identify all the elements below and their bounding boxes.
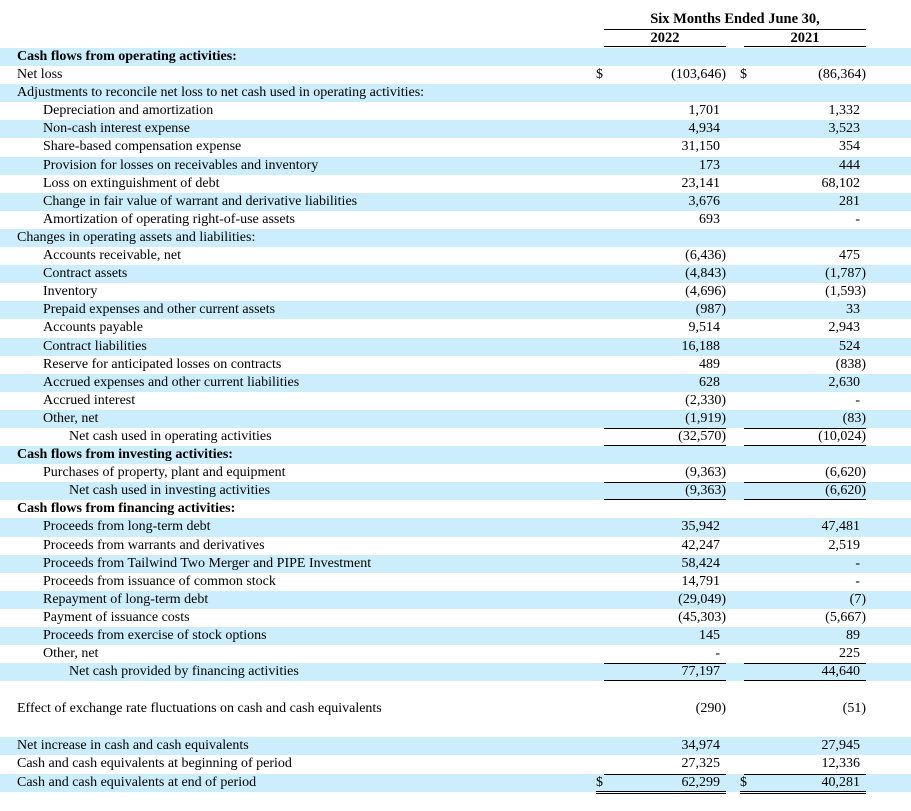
table-row xyxy=(0,573,911,591)
row-label: Repayment of long-term debt xyxy=(43,591,209,607)
row-label: Change in fair value of warrant and derivative liabilities xyxy=(43,193,358,209)
value-2022 xyxy=(604,157,726,175)
table-row xyxy=(0,737,911,755)
row-label: Cash and cash equivalents at end of period xyxy=(17,774,257,790)
cell-value: - xyxy=(855,555,860,571)
total-rule xyxy=(604,663,726,664)
table-row xyxy=(0,356,911,374)
cell-value: (86,364) xyxy=(818,67,866,83)
value-2022 xyxy=(604,338,726,356)
total-rule xyxy=(604,428,726,429)
table-row xyxy=(0,374,911,392)
cell-value: (290) xyxy=(695,701,726,717)
table-row xyxy=(0,84,911,102)
value-2022 xyxy=(604,120,726,138)
cell-value: (32,570) xyxy=(678,428,726,444)
table-row xyxy=(0,609,911,627)
value-2022 xyxy=(604,102,726,120)
cell-value: 31,150 xyxy=(681,139,720,155)
value-2022 xyxy=(604,555,726,573)
row-label: Contract liabilities xyxy=(43,338,147,354)
value-2022 xyxy=(604,66,726,84)
cell-value: 354 xyxy=(839,139,860,155)
spacer-row xyxy=(0,681,911,700)
cell-value: (5,667) xyxy=(825,609,866,625)
value-2021 xyxy=(744,410,866,428)
cell-value: - xyxy=(855,211,860,227)
value-2021 xyxy=(744,319,866,337)
cell-value: (9,363) xyxy=(685,465,726,481)
statement-header xyxy=(0,0,911,48)
cell-value: 281 xyxy=(839,193,860,209)
table-row xyxy=(0,392,911,410)
row-label: Accrued expenses and other current liabilities xyxy=(43,374,300,390)
value-2021 xyxy=(744,627,866,645)
table-row xyxy=(0,138,911,156)
year-2022-heading: 2022 xyxy=(604,31,726,47)
value-2021 xyxy=(744,645,866,663)
value-2022 xyxy=(604,573,726,591)
row-label: Share-based compensation expense xyxy=(43,139,242,155)
cell-value: (29,049) xyxy=(678,591,726,607)
total-rule xyxy=(744,663,866,664)
value-2022 xyxy=(604,663,726,681)
row-label: Net increase in cash and cash equivalents xyxy=(17,738,249,754)
cell-value: 145 xyxy=(699,628,720,643)
table-row xyxy=(0,446,911,464)
cash-flow-table xyxy=(0,48,911,792)
cell-value: (987) xyxy=(695,302,726,318)
value-2021 xyxy=(744,102,866,120)
table-row xyxy=(0,175,911,193)
row-label: Net cash used in operating activities xyxy=(69,428,272,444)
value-2021 xyxy=(744,428,866,446)
value-2022 xyxy=(604,265,726,283)
row-label: Proceeds from Tailwind Two Merger and PIPE Investment xyxy=(43,555,372,571)
value-2021 xyxy=(744,591,866,609)
value-2022 xyxy=(604,175,726,193)
cell-value: 2,943 xyxy=(828,320,860,336)
row-label: Payment of issuance costs xyxy=(43,609,190,625)
cell-value: 524 xyxy=(839,338,860,354)
table-row xyxy=(0,518,911,536)
row-label: Other, net xyxy=(43,410,99,426)
cell-value: 2,630 xyxy=(828,374,860,390)
cell-value: 9,514 xyxy=(688,320,720,336)
cell-value: 173 xyxy=(699,157,720,173)
total-rule xyxy=(744,482,866,483)
cell-value: (4,696) xyxy=(685,284,726,300)
value-2021 xyxy=(744,392,866,410)
row-label: Purchases of property, plant and equipment xyxy=(43,465,286,481)
cell-value: 693 xyxy=(699,211,720,227)
value-2021 xyxy=(744,338,866,356)
row-label: Changes in operating assets and liabilities: xyxy=(17,229,256,245)
row-label: Cash flows from operating activities: xyxy=(17,49,237,64)
row-label: Provision for losses on receivables and inventory xyxy=(43,157,319,173)
value-2021 xyxy=(744,482,866,500)
table-row xyxy=(0,301,911,319)
cell-value: (1,787) xyxy=(825,266,866,282)
cell-value: 2,519 xyxy=(828,537,860,553)
cell-value: (83) xyxy=(842,410,866,426)
value-2022 xyxy=(604,392,726,410)
cell-value: (9,363) xyxy=(685,483,726,499)
value-2022 xyxy=(604,464,726,482)
value-2021 xyxy=(744,464,866,482)
value-2021 xyxy=(744,555,866,573)
row-label: Net cash used in investing activities xyxy=(69,483,271,499)
cell-value: 444 xyxy=(839,157,860,173)
cell-value: (7) xyxy=(849,591,866,607)
row-label: Cash and cash equivalents at beginning of period xyxy=(17,756,292,772)
value-2021 xyxy=(744,265,866,283)
currency-symbol-2021: $ xyxy=(740,774,747,790)
row-label: Prepaid expenses and other current assets xyxy=(43,302,276,318)
value-2022 xyxy=(604,609,726,627)
table-row xyxy=(0,555,911,573)
table-row xyxy=(0,102,911,120)
table-row xyxy=(0,663,911,681)
value-2022 xyxy=(604,518,726,536)
row-label: Reserve for anticipated losses on contracts xyxy=(43,356,282,372)
value-2021 xyxy=(744,120,866,138)
row-label: Inventory xyxy=(43,284,98,300)
table-row xyxy=(0,48,911,66)
row-label: Cash flows from investing activities: xyxy=(17,447,233,463)
cell-value: 42,247 xyxy=(681,537,720,553)
double-underline xyxy=(740,791,866,794)
total-rule xyxy=(744,774,866,775)
value-2021 xyxy=(744,247,866,265)
table-row xyxy=(0,500,911,518)
row-label: Accrued interest xyxy=(43,392,136,408)
value-2022 xyxy=(604,755,726,773)
cell-value: 34,974 xyxy=(681,738,720,754)
currency-symbol-2022: $ xyxy=(596,67,603,83)
row-label: Proceeds from warrants and derivatives xyxy=(43,537,265,553)
row-label: Cash flows from financing activities: xyxy=(17,501,236,517)
value-2021 xyxy=(744,283,866,301)
cell-value: 3,523 xyxy=(828,121,860,137)
cell-value: 68,102 xyxy=(821,175,860,191)
row-label: Amortization of operating right-of-use assets xyxy=(43,211,295,227)
table-row xyxy=(0,464,911,482)
cell-value: - xyxy=(855,392,860,408)
value-2021 xyxy=(744,356,866,374)
currency-symbol-2022: $ xyxy=(596,774,603,790)
value-2022 xyxy=(604,591,726,609)
cell-value: 40,281 xyxy=(821,774,860,790)
cell-value: 35,942 xyxy=(681,519,720,535)
value-2022 xyxy=(604,247,726,265)
value-2021 xyxy=(744,518,866,536)
cell-value: 14,791 xyxy=(681,573,720,589)
row-label: Effect of exchange rate fluctuations on cash and cash equivalents xyxy=(17,701,382,717)
row-label: Proceeds from issuance of common stock xyxy=(43,573,276,589)
table-row xyxy=(0,700,911,718)
value-2022 xyxy=(604,319,726,337)
table-row xyxy=(0,537,911,555)
row-label: Net loss xyxy=(17,67,63,83)
value-2021 xyxy=(744,609,866,627)
year-2021-heading: 2021 xyxy=(744,31,866,47)
cell-value: 23,141 xyxy=(681,175,720,191)
row-label: Other, net xyxy=(43,646,99,662)
cell-value: (838) xyxy=(835,356,866,372)
table-row xyxy=(0,283,911,301)
cell-value: (2,330) xyxy=(685,392,726,408)
currency-symbol-2021: $ xyxy=(740,67,747,83)
table-row xyxy=(0,627,911,645)
table-row xyxy=(0,66,911,84)
value-2021 xyxy=(744,193,866,211)
table-row xyxy=(0,645,911,663)
value-2021 xyxy=(744,700,866,718)
value-2022 xyxy=(604,428,726,446)
value-2021 xyxy=(744,138,866,156)
cell-value: (103,646) xyxy=(671,67,726,83)
value-2021 xyxy=(744,66,866,84)
value-2021 xyxy=(744,573,866,591)
table-row xyxy=(0,229,911,247)
cell-value: 4,934 xyxy=(688,121,720,137)
cell-value: - xyxy=(855,573,860,589)
row-label: Depreciation and amortization xyxy=(43,103,214,119)
value-2022 xyxy=(604,410,726,428)
value-2021 xyxy=(744,374,866,392)
value-2022 xyxy=(604,356,726,374)
row-label: Accounts payable xyxy=(43,320,143,336)
double-underline xyxy=(596,791,726,794)
spacer-row xyxy=(0,718,911,737)
table-row xyxy=(0,193,911,211)
table-row xyxy=(0,410,911,428)
value-2021 xyxy=(744,175,866,193)
table-row xyxy=(0,591,911,609)
total-rule xyxy=(604,774,726,775)
cell-value: (6,436) xyxy=(685,248,726,264)
table-row xyxy=(0,157,911,175)
table-row xyxy=(0,482,911,500)
cell-value: 27,945 xyxy=(821,738,860,754)
cell-value: 77,197 xyxy=(681,664,720,680)
value-2022 xyxy=(604,700,726,718)
value-2021 xyxy=(744,537,866,555)
value-2021 xyxy=(744,755,866,773)
table-row xyxy=(0,774,911,792)
row-label: Loss on extinguishment of debt xyxy=(43,175,220,191)
value-2021 xyxy=(744,301,866,319)
cell-value: - xyxy=(715,646,720,662)
table-row xyxy=(0,428,911,446)
row-label: Non-cash interest expense xyxy=(43,121,190,137)
table-row xyxy=(0,247,911,265)
value-2022 xyxy=(604,645,726,663)
cell-value: (10,024) xyxy=(818,428,866,444)
value-2021 xyxy=(744,737,866,755)
table-row xyxy=(0,120,911,138)
value-2021 xyxy=(744,663,866,681)
table-row xyxy=(0,755,911,773)
cell-value: 16,188 xyxy=(681,338,720,354)
cell-value: 89 xyxy=(846,628,860,643)
cell-value: 475 xyxy=(839,248,860,264)
cell-value: 12,336 xyxy=(821,756,860,772)
value-2022 xyxy=(604,374,726,392)
total-rule xyxy=(604,482,726,483)
cell-value: 47,481 xyxy=(821,519,860,535)
value-2022 xyxy=(604,774,726,792)
row-label: Proceeds from long-term debt xyxy=(43,519,211,535)
value-2022 xyxy=(604,301,726,319)
cell-value: (51) xyxy=(842,701,866,717)
value-2022 xyxy=(604,193,726,211)
value-2022 xyxy=(604,482,726,500)
cell-value: 27,325 xyxy=(681,756,720,772)
value-2022 xyxy=(604,627,726,645)
table-row xyxy=(0,338,911,356)
cell-value: (6,620) xyxy=(825,483,866,499)
cell-value: 628 xyxy=(699,374,720,390)
cell-value: 44,640 xyxy=(821,664,860,680)
row-label: Adjustments to reconcile net loss to net cash used in operating activities: xyxy=(17,85,425,101)
value-2022 xyxy=(604,537,726,555)
cell-value: 3,676 xyxy=(688,193,720,209)
cell-value: 33 xyxy=(846,302,860,318)
value-2021 xyxy=(744,211,866,229)
value-2022 xyxy=(604,737,726,755)
table-row xyxy=(0,319,911,337)
value-2022 xyxy=(604,211,726,229)
total-rule xyxy=(744,428,866,429)
value-2022 xyxy=(604,283,726,301)
table-row xyxy=(0,211,911,229)
cell-value: (1,919) xyxy=(685,410,726,426)
row-label: Proceeds from exercise of stock options xyxy=(43,628,267,643)
cell-value: (1,593) xyxy=(825,284,866,300)
row-label: Net cash provided by financing activities xyxy=(69,664,299,680)
table-row xyxy=(0,265,911,283)
cell-value: 489 xyxy=(699,356,720,372)
cell-value: (4,843) xyxy=(685,266,726,282)
value-2021 xyxy=(744,157,866,175)
cell-value: 1,332 xyxy=(828,103,860,119)
period-heading: Six Months Ended June 30, xyxy=(604,11,866,30)
cell-value: 1,701 xyxy=(688,103,720,119)
value-2021 xyxy=(744,774,866,792)
cell-value: 62,299 xyxy=(681,774,720,790)
cell-value: (45,303) xyxy=(678,609,726,625)
cell-value: 58,424 xyxy=(681,555,720,571)
value-2022 xyxy=(604,138,726,156)
row-label: Accounts receivable, net xyxy=(43,248,181,264)
row-label: Contract assets xyxy=(43,266,128,282)
cell-value: (6,620) xyxy=(825,465,866,481)
cell-value: 225 xyxy=(839,646,860,662)
